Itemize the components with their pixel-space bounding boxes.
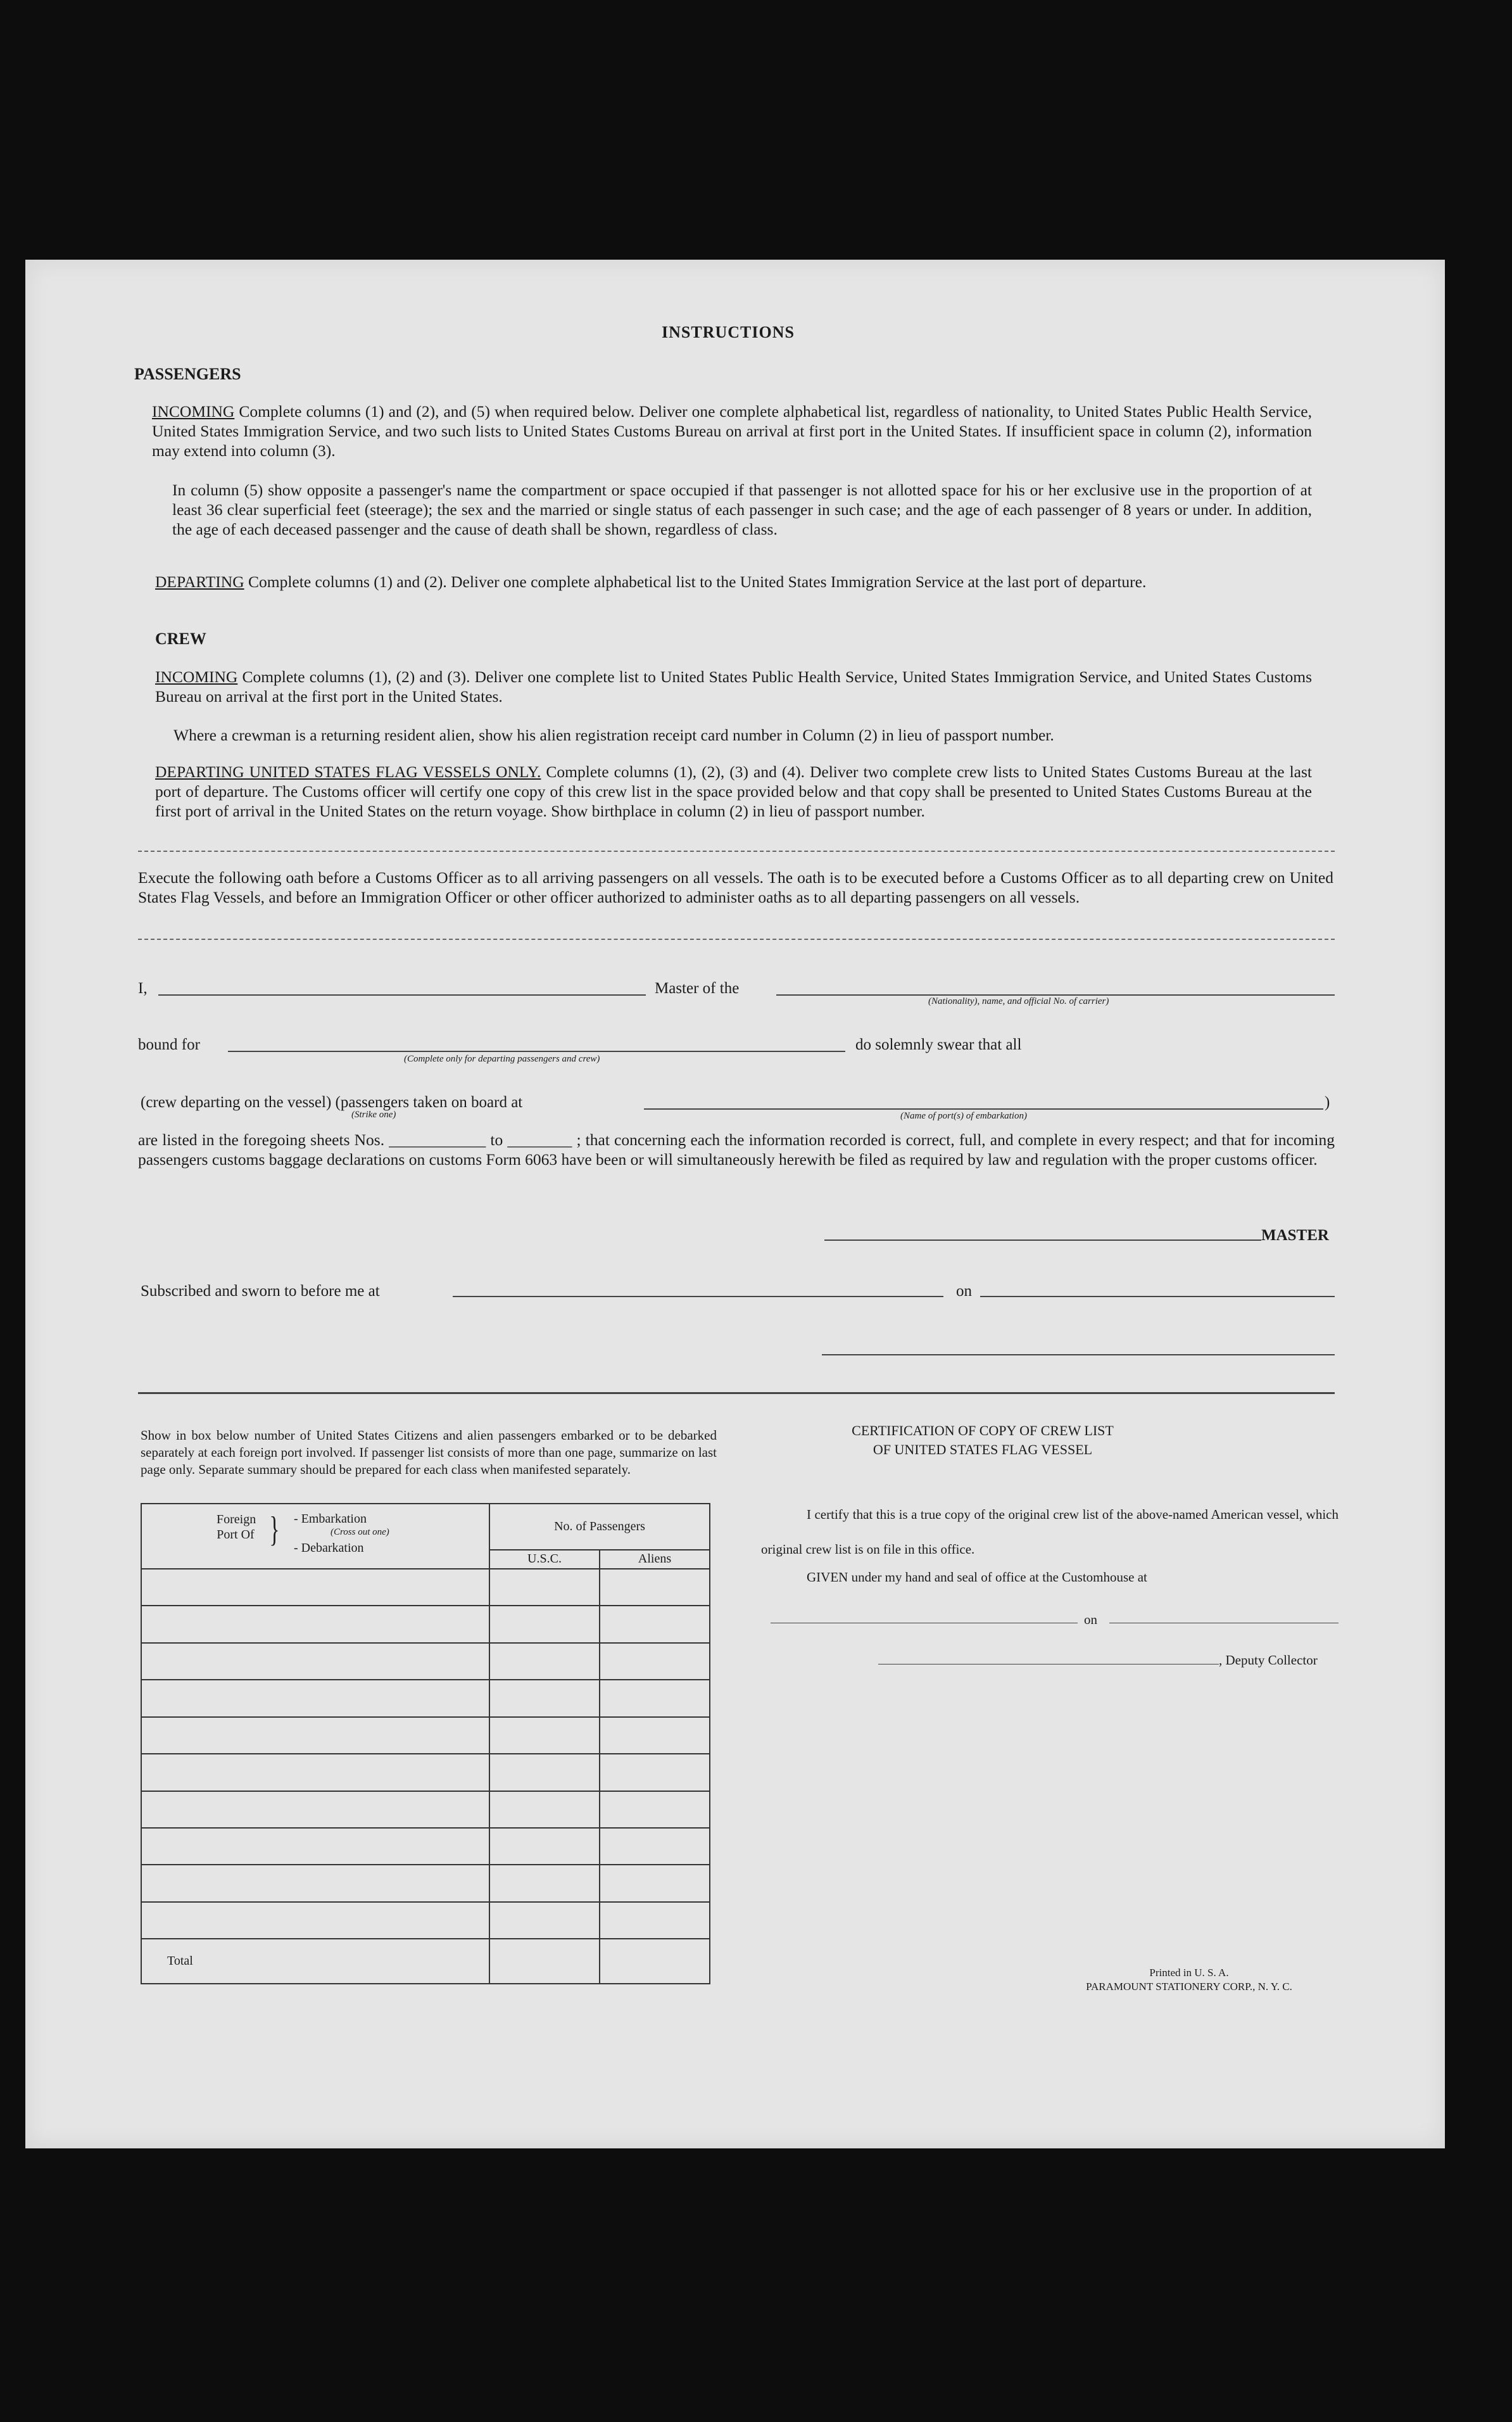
do-solemnly-label: do solemnly swear that all (855, 1036, 1022, 1053)
port-cell[interactable] (141, 1828, 489, 1865)
aliens-cell[interactable] (600, 1865, 710, 1901)
crew-incoming-lead: INCOMING (155, 668, 238, 686)
aliens-cell[interactable] (600, 1902, 710, 1939)
subscribed-date-line[interactable] (980, 1296, 1335, 1297)
carrier-line[interactable] (776, 994, 1335, 996)
passengers-departing-text: Complete columns (1) and (2). Deliver one complete alphabetical list to the United States Immigration Service at the last port of departure. (244, 573, 1147, 591)
usc-cell[interactable] (489, 1569, 600, 1606)
aliens-total-cell[interactable] (600, 1939, 710, 1984)
subscribed-place-line[interactable] (453, 1296, 943, 1297)
ports-caption: (Name of port(s) of embarkation) (900, 1111, 1027, 1121)
subscribed-on-label: on (956, 1283, 972, 1300)
passengers-incoming-paragraph (152, 402, 1312, 460)
crew-departing-paragraph (155, 762, 1312, 821)
master-of-the-label: Master of the (655, 980, 740, 997)
divider-solid (138, 1392, 1335, 1394)
brace-icon: } (269, 1510, 280, 1549)
passengers-incoming-lead: INCOMING (152, 402, 235, 421)
passengers-incoming-text: Complete columns (1) and (2), and (5) when required below. Deliver one complete alphabetical list, regardless of nationality, to United States Public Health Service, United States Immigration Service, and two such lists to United States Customs Bureau on arrival at first port in the United States. If insufficient space in column (2), information may extend into column (3). (152, 402, 1312, 460)
port-cell[interactable] (141, 1680, 489, 1716)
usc-cell[interactable] (489, 1680, 600, 1716)
aliens-cell[interactable] (600, 1680, 710, 1716)
port-cell[interactable] (141, 1791, 489, 1828)
printer-name: PARAMOUNT STATIONERY CORP., N. Y. C. (1086, 1981, 1292, 1993)
ports-line[interactable] (644, 1108, 1323, 1110)
master-label: MASTER (1261, 1227, 1329, 1244)
certify-text: I certify that this is a true copy of the original crew list of the above-named American vessel, which original crew list is on file in this office. (761, 1507, 1339, 1557)
usc-cell[interactable] (489, 1643, 600, 1680)
aliens-cell[interactable] (600, 1828, 710, 1865)
subscribed-label: Subscribed and sworn to before me at (141, 1283, 380, 1300)
officer-signature-line[interactable] (822, 1354, 1335, 1355)
port-cell[interactable] (141, 1754, 489, 1791)
bound-for-label: bound for (138, 1036, 200, 1053)
strike-one-caption: (Strike one) (351, 1110, 396, 1120)
port-cell[interactable] (141, 1717, 489, 1754)
foreign-port-header (141, 1504, 489, 1569)
usc-cell[interactable] (489, 1902, 600, 1939)
crew-incoming-paragraph (155, 667, 1312, 706)
usc-cell[interactable] (489, 1717, 600, 1754)
aliens-cell[interactable] (600, 1791, 710, 1828)
embarkation-label: - Embarkation (294, 1512, 367, 1526)
aliens-header: Aliens (600, 1550, 710, 1569)
nationality-caption: (Nationality), name, and official No. of carrier) (928, 996, 1109, 1006)
certification-on-label: on (1084, 1612, 1097, 1627)
aliens-cell[interactable] (600, 1606, 710, 1642)
close-paren: ) (1325, 1094, 1330, 1111)
divider-dashed-2 (138, 939, 1335, 940)
oath-intro: Execute the following oath before a Customs Officer as to all arriving passengers on all vessels. The oath is to be executed before a Customs Officer as to all departing crew on United States Flag Vessels, and before an Immigration Officer or other officer authorized to administer oaths as to all departing passengers on all vessels. (138, 868, 1333, 906)
passengers-departing-paragraph (155, 572, 1312, 592)
certification-title-1: CERTIFICATION OF COPY OF CREW LIST (852, 1423, 1114, 1438)
usc-cell[interactable] (489, 1754, 600, 1791)
instructions-title: INSTRUCTIONS (662, 323, 795, 341)
passenger-summary-table (141, 1503, 710, 1984)
aliens-cell[interactable] (600, 1754, 710, 1791)
aliens-cell[interactable] (600, 1569, 710, 1606)
master-name-line[interactable] (158, 994, 646, 996)
crew-departing-label: (crew departing on the vessel) (passengers taken on board at (141, 1094, 523, 1111)
passengers-heading: PASSENGERS (134, 365, 241, 383)
port-cell[interactable] (141, 1569, 489, 1606)
usc-cell[interactable] (489, 1828, 600, 1865)
total-label: Total (141, 1939, 489, 1984)
usc-header: U.S.C. (489, 1550, 600, 1569)
certification-title-2: OF UNITED STATES FLAG VESSEL (873, 1442, 1093, 1457)
crew-resident-paragraph: Where a crewman is a returning resident alien, show his alien registration receipt card number in Column (2) in lieu of passport number. (173, 726, 1054, 744)
crew-incoming-text: Complete columns (1), (2) and (3). Deliver one complete list to United States Public Health Service, United States Immigration Service, and United States Customs Bureau on arrival at the first port in the United States. (155, 668, 1312, 706)
summary-note: Show in box below number of United States Citizens and alien passengers embarked or to be debarked separately at each foreign port involved. If passenger list consists of more than one page, summarize on last page only. Separate summary should be prepared for each class when manifested separately. (141, 1428, 717, 1477)
crew-departing-text: Complete columns (1), (2), (3) and (4). Deliver two complete crew lists to United States Customs Bureau at the last port of departure. The Customs officer will certify one copy of this crew list in the space provided below and that copy shall be presented to United States Customs Bureau at the first port of arrival in the United States on the return voyage. Show birthplace in column (2) in lieu of passport number. (155, 763, 1312, 820)
aliens-cell[interactable] (600, 1717, 710, 1754)
usc-total-cell[interactable] (489, 1939, 600, 1984)
usc-cell[interactable] (489, 1865, 600, 1901)
oath-i-label: I, (138, 980, 148, 997)
complete-only-caption: (Complete only for departing passengers and crew) (404, 1054, 600, 1064)
deputy-collector-label: , Deputy Collector (1219, 1652, 1318, 1668)
bound-for-line[interactable] (228, 1051, 845, 1052)
crew-departing-lead: DEPARTING UNITED STATES FLAG VESSELS ONLY. (155, 763, 541, 781)
port-cell[interactable] (141, 1606, 489, 1642)
printed-in-usa: Printed in U. S. A. (1149, 1967, 1229, 1979)
port-cell[interactable] (141, 1865, 489, 1901)
debarkation-label: - Debarkation (294, 1541, 364, 1555)
usc-cell[interactable] (489, 1606, 600, 1642)
divider-dashed (138, 851, 1335, 852)
port-cell[interactable] (141, 1643, 489, 1680)
given-text: GIVEN under my hand and seal of office at the Customhouse at (807, 1569, 1147, 1585)
port-cell[interactable] (141, 1902, 489, 1939)
aliens-cell[interactable] (600, 1643, 710, 1680)
cross-out-one-caption: (Cross out one) (331, 1527, 389, 1537)
no-of-passengers-header: No. of Passengers (489, 1504, 710, 1550)
passengers-column5-paragraph: In column (5) show opposite a passenger's name the compartment or space occupied if that passenger is not allotted space for his or her exclusive use in the proportion of at least 36 clear superficial feet (steerage); the sex and the married or single status of each passenger in such case; and the age of each passenger of 8 years or under. In addition, the age of each deceased passenger and the cause of death shall be shown, regardless of class. (172, 481, 1312, 538)
oath-sworn-text: are listed in the foregoing sheets Nos. ____________ to ________ ; that concerning each the information recorded is correct, full, and complete in every respect; and that for incoming passengers customs baggage declarations on customs Form 6063 have been or will simultaneously herewith be filed as required by law and regulation with the proper customs officer. (138, 1131, 1335, 1169)
foreign-port-of-label: Foreign Port Of (217, 1512, 256, 1542)
crew-heading: CREW (155, 630, 206, 648)
passengers-departing-lead: DEPARTING (155, 573, 244, 591)
master-signature-line[interactable] (824, 1240, 1261, 1241)
usc-cell[interactable] (489, 1791, 600, 1828)
